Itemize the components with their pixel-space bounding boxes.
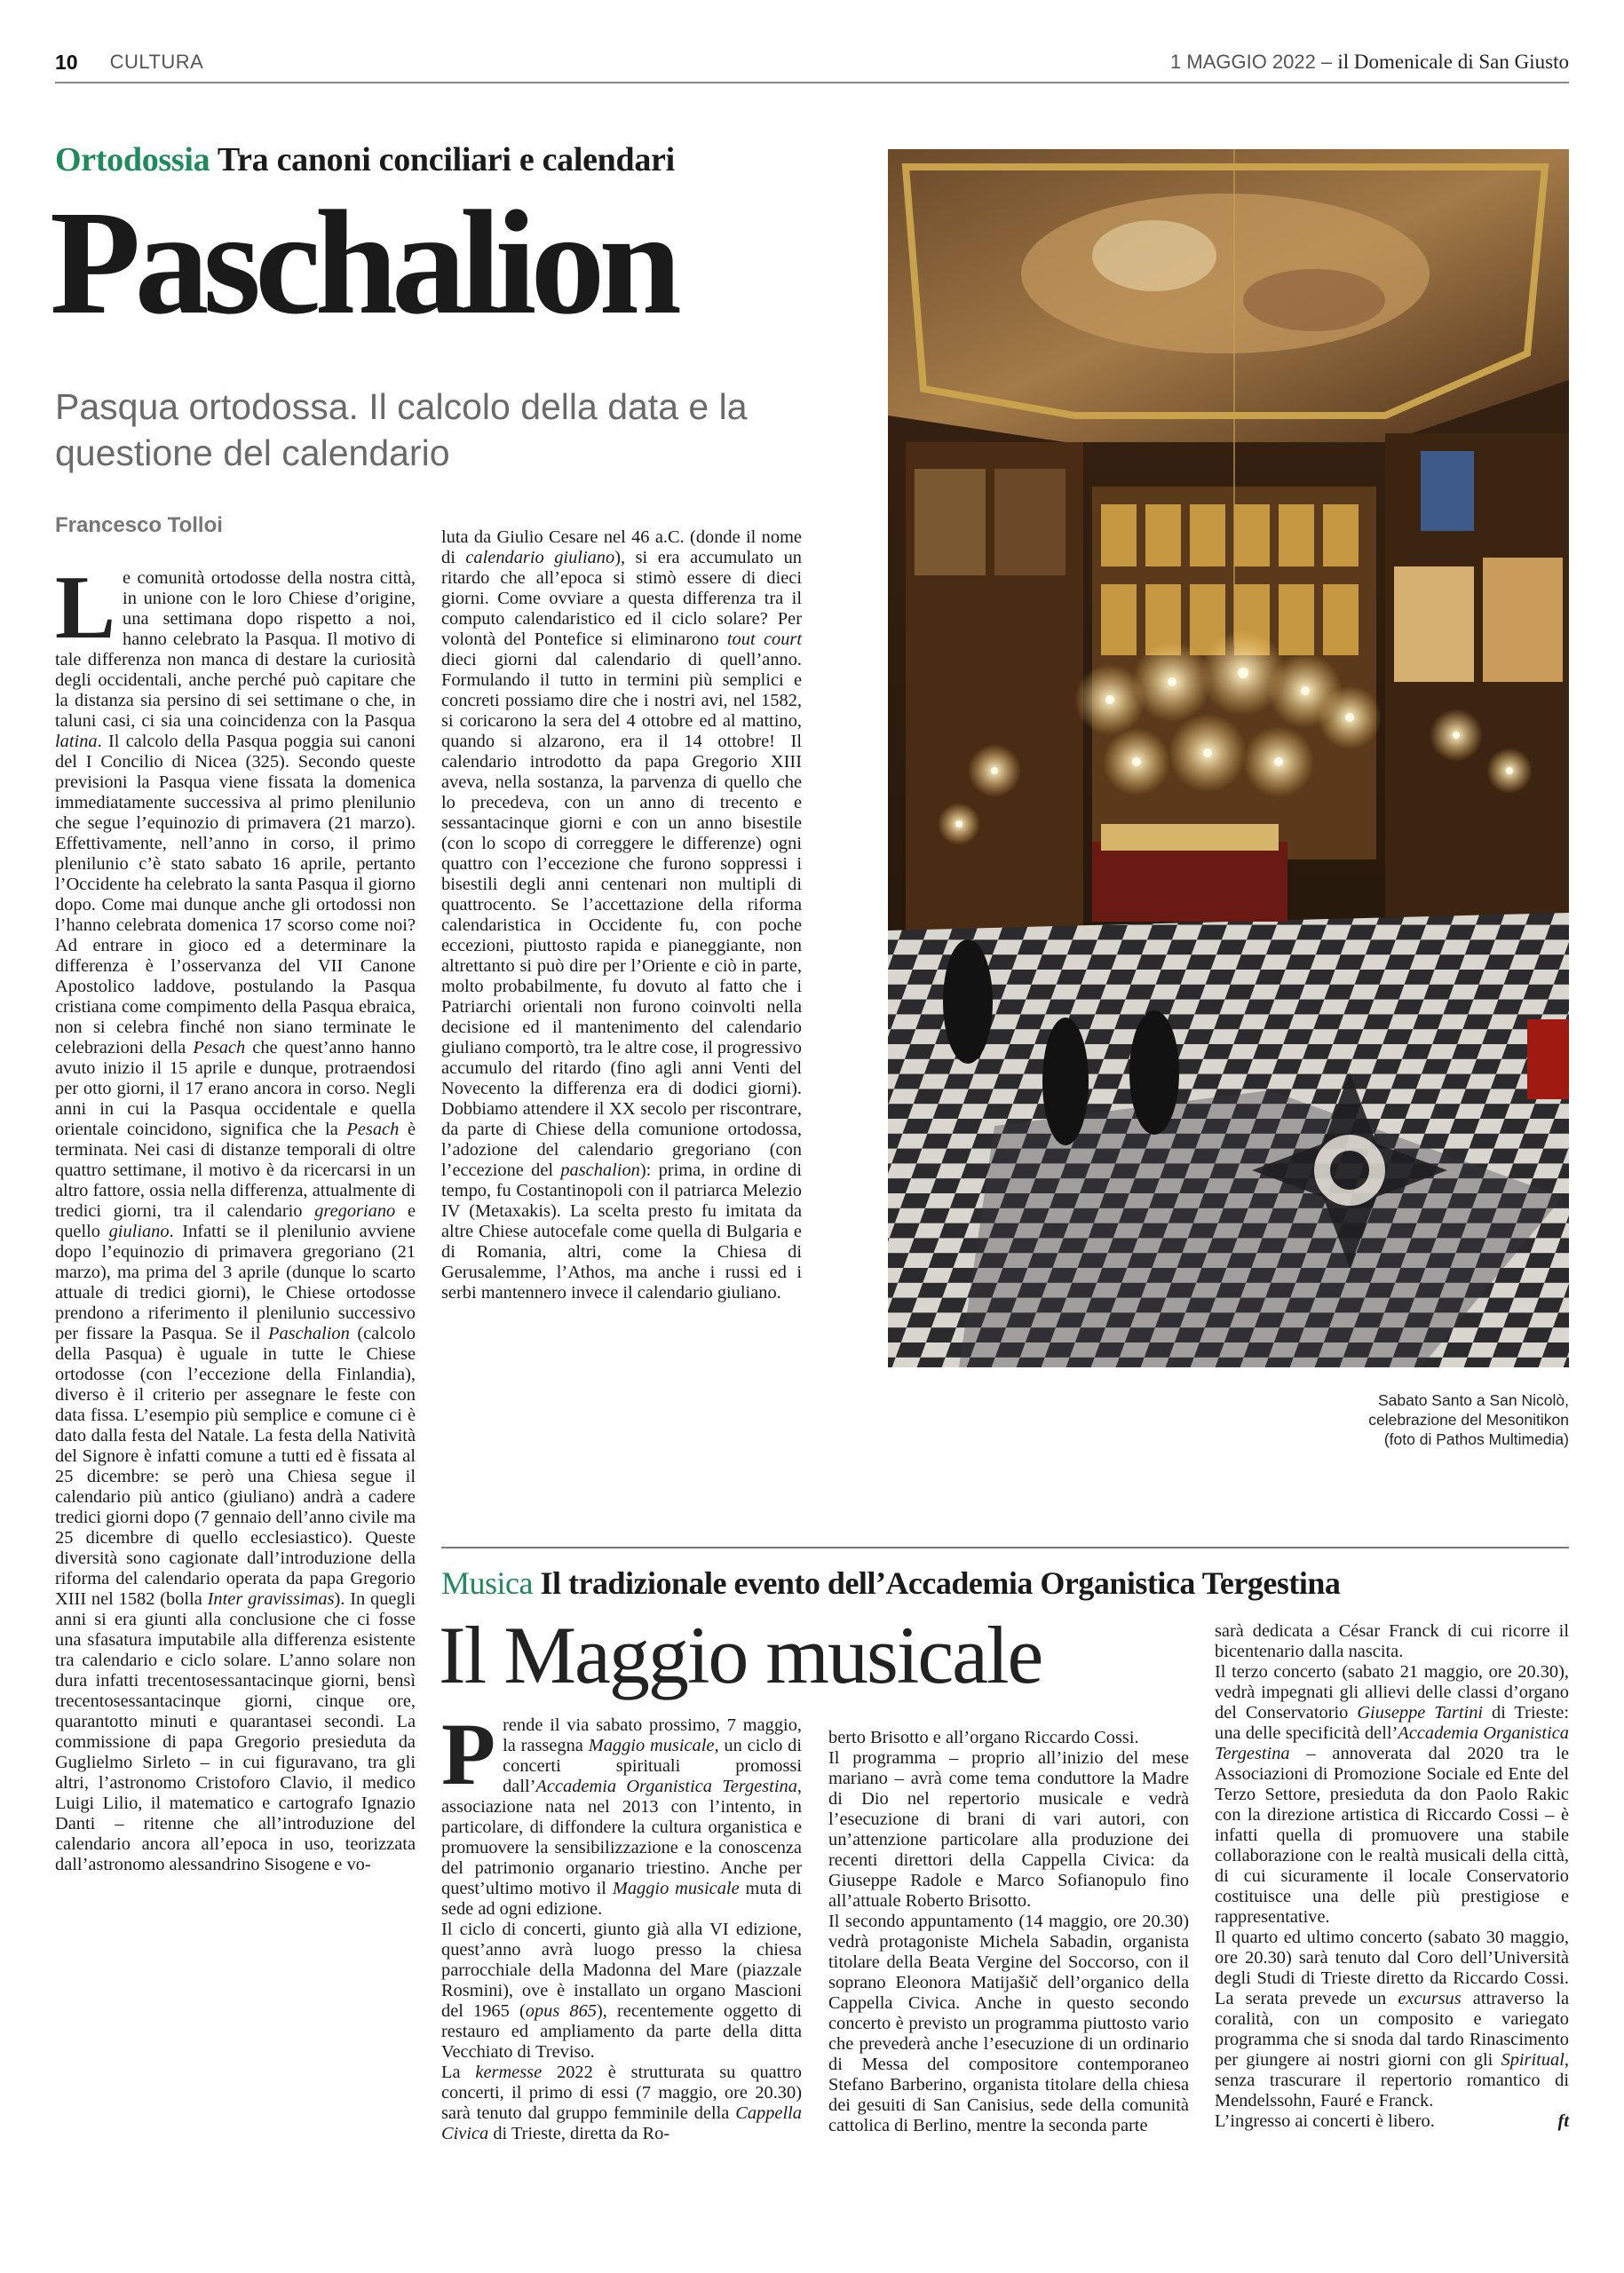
italic-run: Spiritual [1501,2050,1565,2070]
italic-run: gregoriano [314,1201,396,1221]
text-run: e quello [55,1201,416,1241]
paragraph: sarà dedicata a César Franck di cui ricorre il bicentenario dalla nascita. [1215,1621,1569,1661]
italic-run: Cappella Civica [441,2103,802,2143]
section-name: CULTURA [109,51,204,73]
italic-run: Accademia Organistica Tergestina [535,1777,797,1796]
italic-run: Maggio musicale [612,1879,740,1898]
italic-run: Paschalion [268,1324,350,1343]
italic-run: excursus [1398,1989,1462,2008]
article1-kicker-text: Tra canoni conciliari e calendari [210,141,675,178]
photo-caption [1249,1390,1569,1449]
italic-run: tout court [726,630,802,649]
text-run: , associazione nata nel 2013 con l’intento, in particolare, di diffondere la cultura organistica e promuovere la sensibilizzazione e la conoscenza del patrimonio organario triestino. Anche per quest’ultimo motivo il [441,1777,802,1898]
article1-column-2 [441,527,802,1303]
text-run: 2022 è strutturata su quattro concerti, il primo di essi (7 maggio, ore 20.30) sarà tenuto dal gruppo femminile della [441,2063,802,2123]
text-run: Il quarto ed ultimo concerto (sabato 30 maggio, ore 20.30) sarà tenuto dal Coro dell’Università degli Studi di Trieste diretto da Riccardo Cossi. La serata prevede un [1215,1928,1569,2008]
article2-column-1 [441,1705,803,2144]
text-run: ). In quegli anni si era giunti alla conclusione che ci fosse una sfasatura imputabile alla differenza esistente tra calendario e ciclo solare. L’anno solare non dura infatti trecentosessantacinque giorni, bensì trecentosessantacinque giorni, cinque ore, quarantotto minuti e quarantasei secondi. La commissione di papa Gregorio presieduta da Guglielmo Sirleto – in cui figuravano, tra gli altri, l’astronomo Cristoforo Clavio, il medico Luigi Lilio, il matematico e cartografo Ignazio Danti – ritenne che all’introduzione del calendario ancora all’epoca in uso, teorizzata dall’astronomo alessandrino Sisogene e vo- [55,1589,416,1874]
italic-run: Maggio musicale [588,1736,715,1755]
article2-dropcap: P [441,1705,496,1803]
paragraph [1215,1662,1569,1928]
paragraph: berto Brisotto e all’organo Riccardo Cossi. [828,1728,1139,1747]
header-right [1170,51,1569,74]
text-run: ), si era accumulato un ritardo che all’epoca si stimò essere di dieci giorni. Come ovviare a questa differenza tra il computo calendaristico ed il ciclo solare? Per volontà del Pontefice si eliminarono [441,548,802,649]
text-run: di Trieste: una delle specificità dell’ [1215,1703,1569,1743]
text-run: ), recentemente oggetto di restauro ed ampliamento da parte della ditta Vecchiato di Treviso. [441,2001,802,2062]
article2-column-3 [1215,1621,1569,2132]
caption-line: Sabato Santo a San Nicolò, [1377,1391,1569,1409]
paragraph [441,1920,802,2063]
text-run: e comunità ortodosse della nostra città, in unione con le loro Chiese d’origine, una settimana dopo rispetto a noi, hanno celebrato la Pasqua. Il motivo di tale differenza non manca di destare la curiosità degli occidentali, anche perché può capitare che la distanza sia persino di sei settimane o che, in taluni casi, ci sia una coincidenza con la Pasqua [55,568,416,731]
text-run: L’ingresso ai concerti è libero. [1215,2111,1435,2131]
text-run: , senza trascurare il repertorio romantico di Mendelssohn, Fauré e Franck. [1215,2050,1569,2111]
publication-name: il Domenicale di San Giusto [1337,51,1569,73]
article1-kicker [55,140,675,179]
church-interior-illustration [888,149,1569,1367]
author-signature: ft [1557,2111,1569,2131]
text-run: che quest’anno hanno avuto inizio il 15 aprile e dunque, protraendosi per otto giorni, il 17 erano ancora in corso. Negli anni in cui la Pasqua occidentale e quella orientale coincidono, significa che la [55,1038,416,1139]
text-run: ): prima, in ordine di tempo, fu Costantinopoli con il patriarca Melezio IV (Metaxakis). La scelta presto fu imitata da altre Chiese autocefale come quella di Bulgaria e di Romania, altri, come la Chiesa di Gerusalemme, l’Athos, ma anche i russi ed i serbi mantennero invece il calendario giuliano. [441,1160,802,1303]
article1-headline: Paschalion [50,180,676,345]
article2-column-2 [828,1728,1189,2136]
article2-kicker [441,1564,1340,1602]
italic-run: paschalion [560,1160,640,1180]
text-run: . Il calcolo della Pasqua poggia sui canoni del I Concilio di Nicea (325). Secondo queste previsioni la Pasqua viene fissata la domenica immediatamente successiva al primo plenilunio che segue l’equinozio di primavera (21 marzo). Effettivamente, nell’anno in corso, il primo plenilunio c’è stato sabato 16 aprile, pertanto l’Occidente ha celebrato la santa Pasqua il giorno dopo. Come mai dunque anche gli ortodossi non l’hanno celebrata domenica 17 scorso come noi? Ad entrare in gioco ed a determinare la differenza è l’osservanza del VII Canone Apostolico laddove, postulando la Pasqua cristiana come compimento della Pasqua ebraica, non si celebra finché non siano terminate le celebrazioni della [55,732,416,1057]
text-run: di Trieste, diretta da Ro- [488,2124,670,2143]
paragraph [1215,2111,1569,2132]
italic-run: Pesach [346,1120,400,1139]
text-run: La [441,2063,476,2082]
church-interior-photo [888,149,1569,1367]
section-rule [441,1547,1569,1548]
text-run: , un ciclo di concerti spirituali promossi dall’ [503,1736,802,1796]
text-run: (calcolo della Pasqua) è uguale in tutte le Chiese ortodosse (con l’eccezione della Finlandia), diverso è il criterio per assegnare le feste con data fissa. L’esempio più semplice e comune ci è dato dalla festa del Natale. La festa della Natività del Signore è infatti comune a tutti ed è fissata al 25 dicembre: se però una Chiesa segue il calendario più antico (giuliano) andrà a cadere tredici giorni dopo (7 gennaio dell’anno civile ma 25 dicembre di quello ecclesiastico). Queste diversità sono cagionate dall’introduzione della riforma del calendario operata da papa Gregorio XIII nel 1582 (bolla [55,1324,416,1609]
article1-column-1 [55,558,416,1875]
text-run: è terminata. Nei casi di distanze temporali di oltre quattro settimane, il motivo è da ricercarsi in un altro fattore, ossia nella differenza, attualmente di tredici giorni, tra il calendario [55,1120,416,1221]
text-run: rende il via sabato prossimo, 7 maggio, la rassegna [503,1715,802,1755]
text-run: attraverso la coralità, con un composito e variegato programma che si snoda dal tardo Rinascimento per giungere ai nostri giorni con gli [1215,1989,1569,2070]
paragraph [441,1705,803,1920]
italic-run: Accademia Organistica Tergestina [1215,1723,1569,1763]
italic-run: latina [55,732,98,751]
italic-run: giuliano [108,1222,170,1241]
italic-run: Giuseppe Tartini [1357,1703,1484,1723]
article1-byline: Francesco Tolloi [55,513,223,537]
article2-kicker-text: Il tradizionale evento dell’Accademia Organistica Tergestina [532,1565,1341,1601]
page-header [55,46,1569,78]
article1-dropcap: L [55,558,116,658]
text-run: Il terzo concerto (sabato 21 maggio, ore 20.30), vedrà impegnati gli allievi delle classi d’organo del Conservatorio [1215,1662,1569,1723]
text-run: luta da Giulio Cesare nel 46 a.C. (donde il nome di [441,527,802,567]
caption-line: celebrazione del Mesonitikon [1368,1411,1569,1429]
paragraph: Il programma – proprio all’inizio del mese mariano – avrà come tema conduttore la Madre di Dio nel repertorio musicale e vedrà l’esecuzione di brani di vari autori, con un’attenzione particolare alla produzione dei recenti direttori della Cappella Civica: da Giuseppe Radole e Marco Sofianopulo fino all’attuale Roberto Brisotto. [828,1748,1189,1911]
article1-category: Ortodossia [55,141,210,178]
text-run: – annoverata dal 2020 tra le Associazioni di Promozione Sociale ed Ente del Terzo Settore, presieduta da don Paolo Rakic con la direzione artistica di Riccardo Cossi – è infatti quella di promuovere una stabile collaborazione con le realtà musicali della città, di cui sicuramente il locale Conservatorio costituisce una delle più prestigiose e rappresentative. [1215,1744,1569,1927]
article2-category: Musica [441,1565,533,1601]
article2-headline: Il Maggio musicale [439,1610,1042,1700]
italic-run: calendario giuliano [465,548,615,567]
paragraph [1215,1928,1569,2111]
caption-line: (foto di Pathos Multimedia) [1383,1430,1569,1448]
header-separator: – [1315,51,1338,73]
page-number: 10 [55,50,78,74]
italic-run: kermesse [475,2063,543,2082]
italic-run: opus 865 [525,2001,597,2021]
text-run: Il ciclo di concerti, giunto già alla VI edizione, quest’anno avrà luogo presso la chiesa parrocchiale della Madonna del Mare (piazzale Rosmini), ove è installato un organo Mascioni del 1965 ( [441,1920,802,2021]
italic-run: Inter gravissimas [207,1589,335,1609]
italic-run: Pesach [193,1038,246,1057]
text-run: muta di sede ad ogni edizione. [441,1879,803,1919]
paragraph [441,2063,802,2144]
text-run: dieci giorni dal calendario di quell’anno. Formulando il tutto in termini più semplici e concreti possiamo dire che i nostri avi, nel 1582, si coricarono la sera del 4 ottobre ed al mattino, quando si alzarono, era il 14 ottobre! Il calendario introdotto da papa Gregorio XIII aveva, nella sostanza, la parvenza di quello che lo precedeva, con un anno di trecento e sessantacinque giorni e con un anno bisestile (con lo scopo di correggere le differenze) ogni quattro con l’eccezione che furono soppressi i bisestili degli anni centenari non multipli di quattrocento. Se l’accettazione della riforma calendaristica in Occidente fu, con poche eccezioni, piuttosto rapida e pianeggiante, non altrettanto si può dire per l’Oriente e ciò in parte, molto probabilmente, fu dovuto al fatto che i Patriarchi orientali non furono coinvolti nella decisione ed il mantenimento del calendario giuliano comportò, tra le altre cose, il progressivo accumulo del ritardo (fino agli anni Venti del Novecento la differenza era di dodici giorni). Dobbiamo attendere il XX secolo per riscontrare, da parte di Chiese della comunione ortodossa, l’adozione del calendario gregoriano (con l’eccezione del [441,650,803,1180]
text-run: . Infatti se il plenilunio avviene dopo l’equinozio di primavera gregoriano (21 marzo), ma prima del 3 aprile (dunque lo scarto attuale di tredici giorni), le Chiese ortodosse prendono a riferimento il plenilunio successivo per fissare la Pasqua. Se il [55,1222,416,1343]
issue-date: 1 MAGGIO 2022 [1170,51,1316,73]
header-rule [55,82,1569,83]
article1-subtitle: Pasqua ortodossa. Il calcolo della data e la questione del calendario [55,386,748,473]
paragraph: Il secondo appuntamento (14 maggio, ore 20.30) vedrà protagoniste Michela Sabadin, organista titolare della Beata Vergine del Soccorso, con il soprano Eleonora Matijašič dell’organico della Cappella Civica. Anche in questo secondo concerto è previsto un programma piuttosto vario che prevederà anche l’esecuzione di un ordinario di Messa del compositore contemporaneo Stefano Barberino, organista titolare della chiesa dei gesuiti di San Canisius, sede della comunità cattolica di Berlino, mentre la seconda parte [828,1912,1189,2135]
